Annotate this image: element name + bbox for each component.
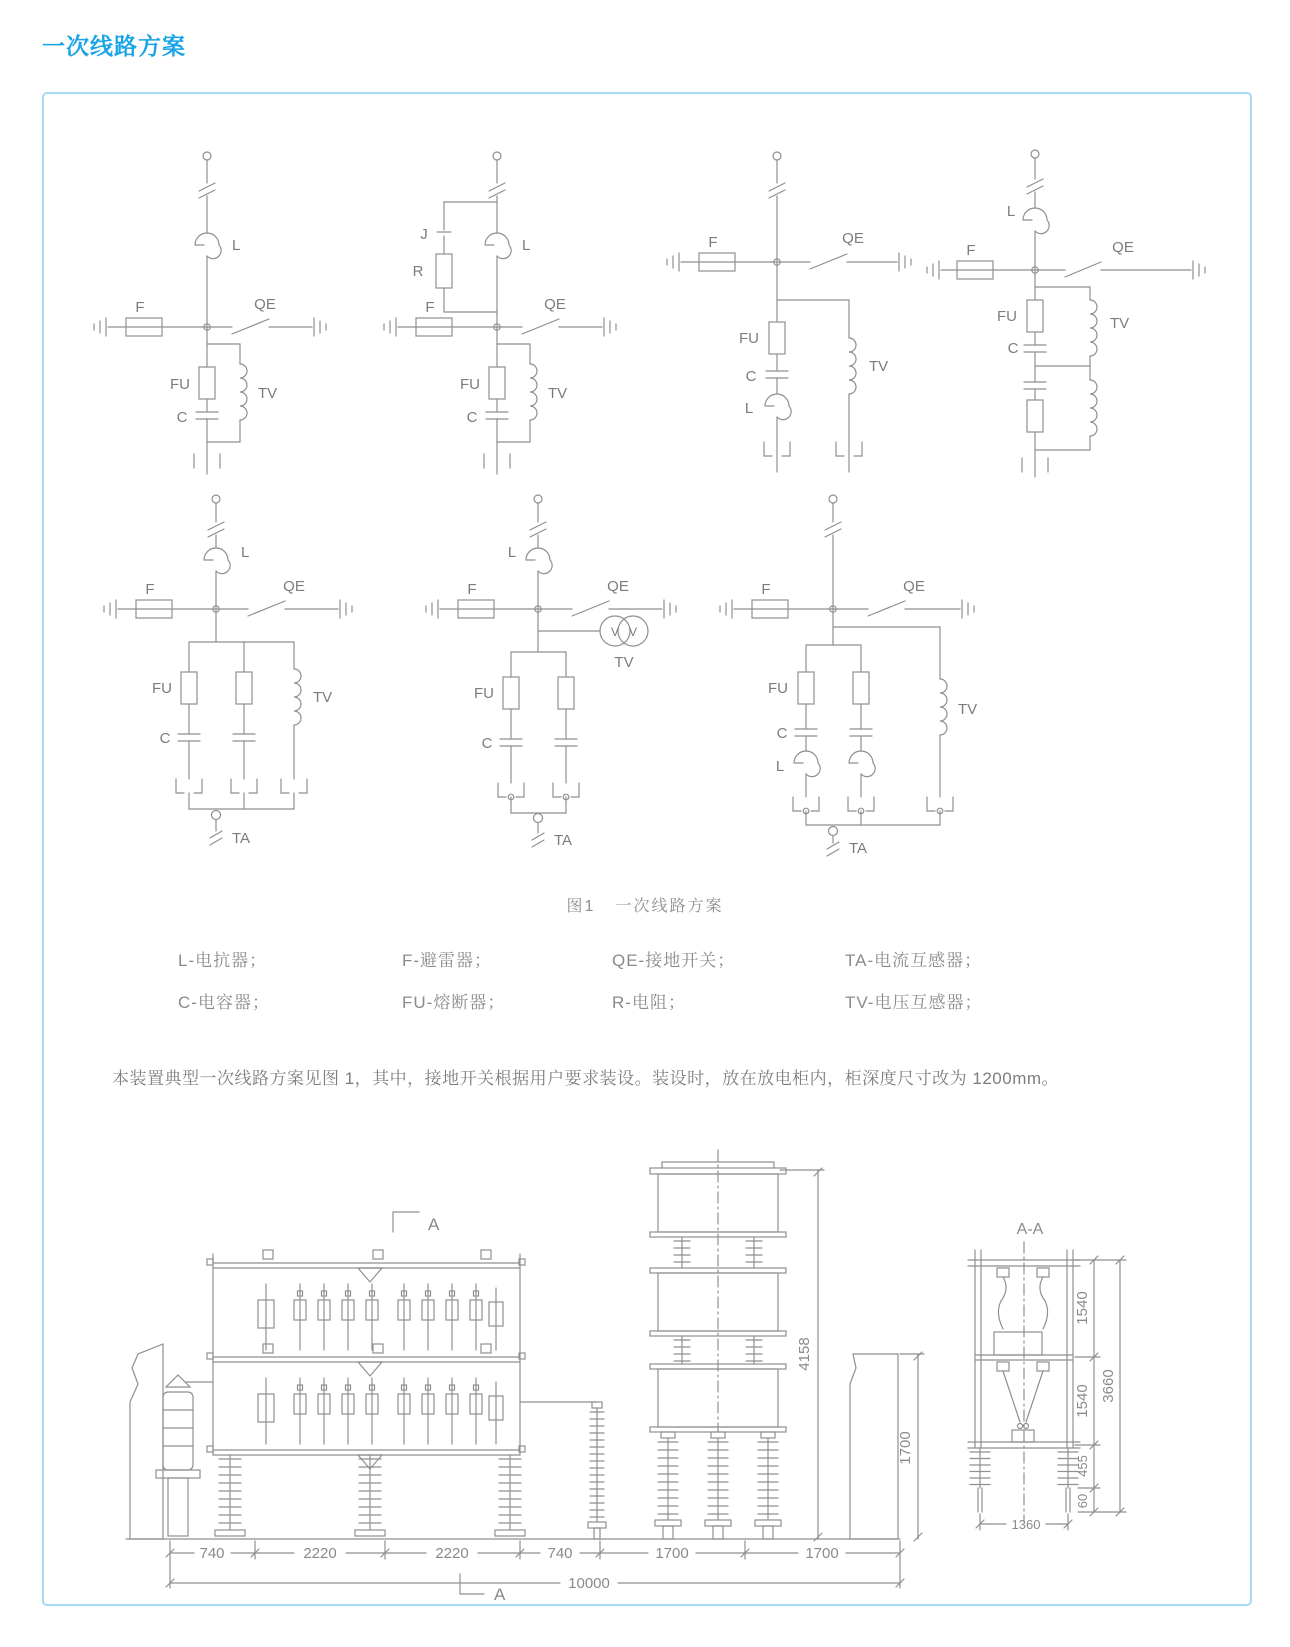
circuit-diagram-6 <box>378 487 708 862</box>
label-earth-switch: QE <box>842 230 864 247</box>
note-paragraph: 本装置典型一次线路方案见图 1，其中，接地开关根据用户要求装设。装设时，放在放电柜内，柜深度尺寸改为 1200mm。 <box>112 1069 1060 1088</box>
circuit-diagram-4 <box>905 142 1225 487</box>
capacitor-icon <box>795 729 817 736</box>
coil-icon <box>530 364 537 420</box>
dim-455: 455 <box>1075 1455 1090 1477</box>
label-fuse: FU <box>739 330 759 347</box>
label-ta: TA <box>232 830 251 847</box>
switch-blade-icon <box>868 601 905 616</box>
switch-blade-icon <box>1065 262 1101 277</box>
resistor-icon <box>436 254 452 288</box>
circuit-diagram-1 <box>62 142 362 487</box>
circuit-7-lines <box>720 495 974 856</box>
label-ta: TA <box>849 840 868 857</box>
reactor-icon <box>794 751 820 777</box>
circuit-2-lines <box>384 152 616 474</box>
break-icon <box>532 833 544 847</box>
capacitor-icon <box>233 734 255 741</box>
label-fuse: FU <box>460 376 480 393</box>
label-reactor: L <box>744 400 754 417</box>
ground-icon <box>720 600 732 618</box>
break-icon <box>827 842 839 856</box>
coil-icon <box>849 338 856 394</box>
ground-icon <box>667 253 679 271</box>
reactor-icon <box>765 394 791 420</box>
coil-icon <box>1090 300 1097 356</box>
installation-drawing <box>68 1092 1228 1604</box>
label-tv: TV <box>548 385 568 402</box>
ground-icon <box>664 600 676 618</box>
dim-4158: 4158 <box>796 1337 813 1371</box>
legend-item: C-电容器； <box>178 993 270 1012</box>
ground-icon <box>604 318 616 336</box>
dim-1700: 1700 <box>655 1545 689 1562</box>
fuse-icon <box>199 367 215 399</box>
label-fuse: FU <box>170 376 190 393</box>
circuit-1-lines <box>94 152 326 474</box>
elevation-view <box>126 1150 900 1539</box>
label-earth-switch: QE <box>254 296 276 313</box>
wall-hatch-left <box>130 1344 163 1539</box>
label-reactor: L <box>1006 203 1016 220</box>
section-aa-title: A-A <box>1016 1221 1044 1238</box>
label-v: V <box>610 625 620 639</box>
ground-icon <box>340 600 352 618</box>
dim-1540-top: 1540 <box>1074 1291 1091 1325</box>
label-fuse: FU <box>152 680 172 697</box>
label-arrester: F <box>425 299 435 316</box>
reactor-icon <box>849 751 875 777</box>
circuit-5-lines <box>104 495 352 845</box>
label-capacitor: C <box>481 735 493 752</box>
label-tv: TV <box>958 701 978 718</box>
reactor-icon <box>526 548 552 574</box>
break-icon <box>210 831 222 845</box>
ground-icon <box>314 318 326 336</box>
label-resistor: R <box>412 263 424 280</box>
circuit-3-lines <box>667 152 911 472</box>
fuse-icon <box>769 322 785 354</box>
label-capacitor: C <box>466 409 478 426</box>
label-arrester: F <box>708 234 718 251</box>
terminal-icon <box>203 152 211 160</box>
ground-icon <box>927 261 939 279</box>
circuit-6-lines <box>426 495 676 847</box>
reactor-icon <box>1023 208 1049 234</box>
ground-icon <box>94 318 106 336</box>
label-fuse: FU <box>768 680 788 697</box>
capacitor-icon <box>196 412 218 419</box>
label-reactor: L <box>232 237 241 254</box>
figure-caption <box>0 893 1290 916</box>
label-capacitor: C <box>1007 340 1019 357</box>
capacitor-icon <box>178 734 200 741</box>
figure-title: 一次线路方案 <box>615 898 724 915</box>
legend-item: TV-电压互感器； <box>845 993 983 1012</box>
label-arrester: F <box>966 242 976 259</box>
label-earth-switch: QE <box>903 578 925 595</box>
label-tv: TV <box>313 689 333 706</box>
ground-icon <box>1193 261 1205 279</box>
fuse-icon <box>503 677 519 709</box>
legend-item: TA-电流互感器； <box>845 951 983 970</box>
capacitor-icon <box>766 371 788 378</box>
fuse-icon <box>798 672 814 704</box>
page-title: 一次线路方案 <box>42 33 186 59</box>
switch-blade-icon <box>810 254 847 269</box>
coil-icon <box>240 364 247 420</box>
section-cut-icon <box>393 1212 419 1232</box>
label-ta: TA <box>554 832 573 849</box>
fuse-icon <box>181 672 197 704</box>
label-earth-switch: QE <box>607 578 629 595</box>
fuse-icon <box>853 672 869 704</box>
label-arrester: F <box>761 581 771 598</box>
switch-blade-icon <box>522 319 559 334</box>
label-arrester: F <box>467 581 477 598</box>
dim-2220: 2220 <box>435 1545 469 1562</box>
capacitor-icon <box>850 729 872 736</box>
ground-icon <box>104 600 116 618</box>
label-tv: TV <box>614 654 634 671</box>
terminal-icon <box>534 814 543 823</box>
dim-740: 740 <box>199 1545 225 1562</box>
dim-60: 60 <box>1075 1493 1090 1509</box>
dim-10000: 10000 <box>568 1575 610 1592</box>
label-contact: J <box>420 226 428 243</box>
legend-item: QE-接地开关； <box>612 951 736 970</box>
reactor-icon <box>195 233 221 259</box>
dim-2220: 2220 <box>303 1545 337 1562</box>
fuse-icon <box>558 677 574 709</box>
label-capacitor: C <box>776 725 788 742</box>
dim-1700: 1700 <box>805 1545 839 1562</box>
capacitor-icon <box>486 412 508 419</box>
switch-blade-icon <box>248 601 285 616</box>
capacitor-icon <box>1024 345 1046 352</box>
label-reactor: L <box>775 758 785 775</box>
capacitor-icon <box>1024 382 1046 389</box>
fuse-icon <box>489 367 505 399</box>
capacitor-icon <box>500 739 522 746</box>
ground-icon <box>962 600 974 618</box>
reactor-icon <box>485 233 511 259</box>
dim-3660: 3660 <box>1100 1369 1117 1403</box>
label-v: V <box>628 625 638 639</box>
fuse-icon <box>1027 300 1043 332</box>
switch-blade-icon <box>232 319 269 334</box>
fuse-icon <box>1027 400 1043 432</box>
label-tv: TV <box>1110 315 1130 332</box>
figure-number: 图1 <box>566 898 596 915</box>
dim-1360: 1360 <box>1011 1517 1041 1532</box>
label-fuse: FU <box>997 308 1017 325</box>
dim-1540-bottom: 1540 <box>1074 1384 1091 1418</box>
circuit-4-lines <box>927 150 1205 477</box>
label-reactor: L <box>522 237 531 254</box>
ground-icon <box>426 600 438 618</box>
label-earth-switch: QE <box>283 578 305 595</box>
label-earth-switch: QE <box>1112 239 1134 256</box>
circuit-diagram-5 <box>66 487 396 862</box>
label-fuse: FU <box>474 685 494 702</box>
dim-1700-wall: 1700 <box>897 1431 914 1465</box>
switch-blade-icon <box>572 601 609 616</box>
label-capacitor: C <box>745 368 757 385</box>
coil-icon <box>1090 380 1097 436</box>
reactor-icon <box>204 548 230 574</box>
label-reactor: L <box>507 544 517 561</box>
wall-hatch-right <box>850 1354 898 1539</box>
circuit-diagram-2 <box>352 142 652 487</box>
capacitor-icon <box>555 739 577 746</box>
section-label-top: A <box>428 1215 440 1234</box>
label-arrester: F <box>135 299 145 316</box>
coil-icon <box>940 679 947 735</box>
label-tv: TV <box>869 358 889 375</box>
coil-icon <box>294 669 301 725</box>
legend-item: R-电阻； <box>612 993 686 1012</box>
ground-icon <box>384 318 396 336</box>
label-capacitor: C <box>159 730 171 747</box>
section-label-bottom: A <box>494 1585 506 1604</box>
dim-740: 740 <box>547 1545 573 1562</box>
label-tv: TV <box>258 385 278 402</box>
terminal-icon <box>212 811 221 820</box>
legend-item: F-避雷器； <box>402 951 493 970</box>
circuit-diagram-3 <box>627 142 927 487</box>
label-arrester: F <box>145 581 155 598</box>
label-reactor: L <box>241 544 250 561</box>
circuit-diagram-7 <box>688 487 1018 862</box>
legend-item: FU-熔断器； <box>402 993 506 1012</box>
fuse-icon <box>236 672 252 704</box>
label-earth-switch: QE <box>544 296 566 313</box>
label-capacitor: C <box>176 409 188 426</box>
dimensions <box>166 1168 924 1594</box>
legend-item: L-电抗器； <box>178 951 268 970</box>
section-cut-icon <box>460 1574 484 1594</box>
terminal-icon <box>829 827 838 836</box>
